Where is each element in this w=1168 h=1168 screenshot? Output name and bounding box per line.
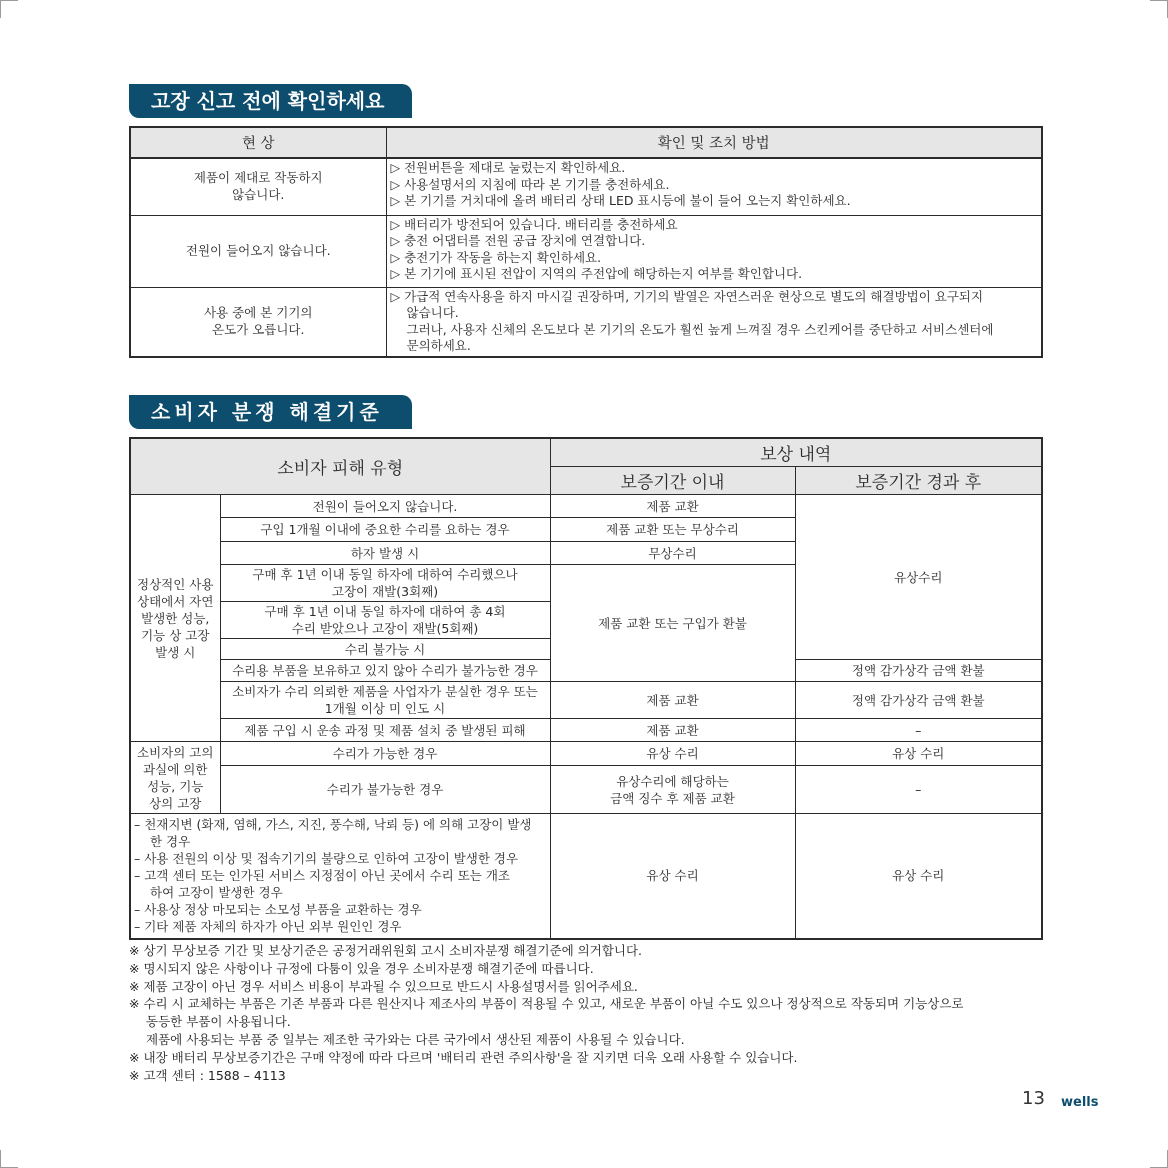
symptom-cell: 사용 중에 본 기기의 온도가 오릅니다. [130, 287, 386, 357]
table-row [130, 215, 1042, 287]
dispute-resolution-table [129, 437, 1043, 940]
within-cell: 유상 수리 [550, 742, 795, 766]
table-header-row [130, 438, 1042, 467]
after-cell: – [795, 766, 1042, 814]
note-line: ※ 고객 센터 : 1588 – 4113 [129, 1067, 286, 1083]
page-number: 13 [1022, 1088, 1045, 1109]
after-cell: – [795, 719, 1042, 742]
header-damage-type: 소비자 피해 유형 [130, 438, 550, 495]
case-cell: 제품 구입 시 운송 과정 및 제품 설치 중 발생된 피해 [220, 719, 550, 742]
within-cell: 유상수리에 해당하는 금액 징수 후 제품 교환 [550, 766, 795, 814]
crop-mark [1150, 0, 1168, 1]
note-line: 동등한 부품이 사용됩니다. [146, 1014, 291, 1030]
note-line: ※ 명시되지 않은 사항이나 규정에 다툼이 있을 경우 소비자분쟁 해결기준에 따릅니다. [129, 960, 594, 976]
section1-title: 고장 신고 전에 확인하세요 [129, 84, 412, 118]
after-cell: 유상 수리 [795, 742, 1042, 766]
note-line: ※ 수리 시 교체하는 부품은 기존 부품과 다른 원산지나 제조사의 부품이 적용될 수 있고, 새로운 부품이 아닐 수도 있으나 정상적으로 작동되며 기능상으로 [129, 996, 964, 1012]
group-consumer-fault: 소비자의 고의 과실에 의한 성능, 기능 상의 고장 [130, 742, 220, 814]
case-cell: 수리용 부품을 보유하고 있지 않아 수리가 불가능한 경우 [220, 660, 550, 682]
within-cell: 제품 교환 [550, 495, 795, 518]
note-line: 제품에 사용되는 부품 중 일부는 제조한 국가와는 다른 국가에서 생산된 제품이 사용될 수 있습니다. [146, 1031, 685, 1047]
case-cell: 전원이 들어오지 않습니다. [220, 495, 550, 518]
note-line: ※ 상기 무상보증 기간 및 보상기준은 공정거래위원회 고시 소비자분쟁 해결기준에 의거합니다. [129, 943, 643, 958]
after-cell: 유상수리 [795, 495, 1042, 660]
case-cell: 수리가 가능한 경우 [220, 742, 550, 766]
table-row [130, 158, 1042, 215]
table-row [130, 495, 1042, 518]
action-cell: ▷ 가급적 연속사용을 하지 마시길 권장하며, 기기의 발열은 자연스러운 현상으로 별도의 해결방법이 요구되지 않습니다. 그러나, 사용자 신체의 온도보다 본 기기의 온도가 훨씬 높게 느껴질 경우 스킨케어를 중단하고 서비스센터에 문의하세요. [386, 287, 1042, 357]
case-cell: 수리가 불가능한 경우 [220, 766, 550, 814]
table-row [130, 814, 1042, 939]
note-line: ※ 제품 고장이 아닌 경우 서비스 비용이 부과될 수 있으므로 반드시 사용설명서를 읽어주세요. [129, 978, 638, 994]
action-cell: ▷ 배터리가 방전되어 있습니다. 배터리를 충전하세요 ▷ 충전 어댑터를 전원 공급 장치에 연결합니다. ▷ 충전기가 작동을 하는지 확인하세요. ▷ 본 기기에 표시된 전압이 지역의 주전압에 해당하는지 여부를 확인합니다. [386, 215, 1042, 287]
crop-mark [0, 0, 1, 18]
action-cell: ▷ 전원버튼을 제대로 눌렀는지 확인하세요. ▷ 사용설명서의 지침에 따라 본 기기를 충전하세요. ▷ 본 기기를 거치대에 올려 배터리 상태 LED 표시등에 불이 들어 오는지 확인하세요. [386, 158, 1042, 215]
note-line: ※ 내장 배터리 무상보증기간은 구매 약정에 따라 다르며 '배터리 관련 주의사항'을 잘 지키면 더욱 오래 사용할 수 있습니다. [129, 1049, 798, 1065]
within-cell: 제품 교환 또는 무상수리 [550, 518, 795, 542]
within-cell: 제품 교환 [550, 682, 795, 719]
case-cell: 수리 불가능 시 [220, 639, 550, 660]
notes [129, 942, 1049, 1084]
header-symptom: 현 상 [130, 127, 386, 158]
crop-mark [0, 1150, 1, 1168]
section2-title: 소비자 분쟁 해결기준 [129, 395, 412, 429]
table-row [130, 287, 1042, 357]
case-cell: 구입 1개월 이내에 중요한 수리를 요하는 경우 [220, 518, 550, 542]
table-row [130, 682, 1042, 719]
case-cell: 소비자가 수리 의뢰한 제품을 사업자가 분실한 경우 또는 1개월 이상 미 인도 시 [220, 682, 550, 719]
misc-cases-cell: – 천재지변 (화재, 염해, 가스, 지진, 풍수해, 낙뢰 등) 에 의해 고장이 발생 한 경우 – 사용 전원의 이상 및 접속기기의 불량으로 인하여 고장이 발생한 경우 – 고객 센터 또는 인가된 서비스 지정점이 아닌 곳에서 수리 또는 개조 하여 고장이 발생한 경우 – 사용상 정상 마모되는 소모성 부품을 교환하는 경우 – 기타 제품 자체의 하자가 아닌 외부 원인인 경우 [130, 814, 550, 939]
after-cell: 정액 감가상각 금액 환불 [795, 660, 1042, 682]
header-after-warranty: 보증기간 경과 후 [795, 467, 1042, 495]
crop-mark [0, 0, 18, 1]
brand-logo: wells [1061, 1095, 1099, 1110]
table-row [130, 766, 1042, 814]
table-header-row [130, 127, 1042, 158]
header-compensation: 보상 내역 [550, 438, 1042, 467]
header-action: 확인 및 조치 방법 [386, 127, 1042, 158]
group-normal-use: 정상적인 사용 상태에서 자연 발생한 성능, 기능 상 고장 발생 시 [130, 495, 220, 742]
header-within-warranty: 보증기간 이내 [550, 467, 795, 495]
symptom-cell: 전원이 들어오지 않습니다. [130, 215, 386, 287]
within-cell: 제품 교환 또는 구입가 환불 [550, 565, 795, 682]
table-row [130, 719, 1042, 742]
table-row [130, 742, 1042, 766]
symptom-cell: 제품이 제대로 작동하지 않습니다. [130, 158, 386, 215]
within-cell: 무상수리 [550, 542, 795, 565]
case-cell: 구매 후 1년 이내 동일 하자에 대하여 총 4회 수리 받았으나 고장이 재발(5회째) [220, 602, 550, 639]
case-cell: 하자 발생 시 [220, 542, 550, 565]
within-cell: 제품 교환 [550, 719, 795, 742]
troubleshooting-table [129, 126, 1043, 358]
after-cell: 정액 감가상각 금액 환불 [795, 682, 1042, 719]
within-cell: 유상 수리 [550, 814, 795, 939]
case-cell: 구매 후 1년 이내 동일 하자에 대하여 수리했으나 고장이 재발(3회째) [220, 565, 550, 602]
after-cell: 유상 수리 [795, 814, 1042, 939]
